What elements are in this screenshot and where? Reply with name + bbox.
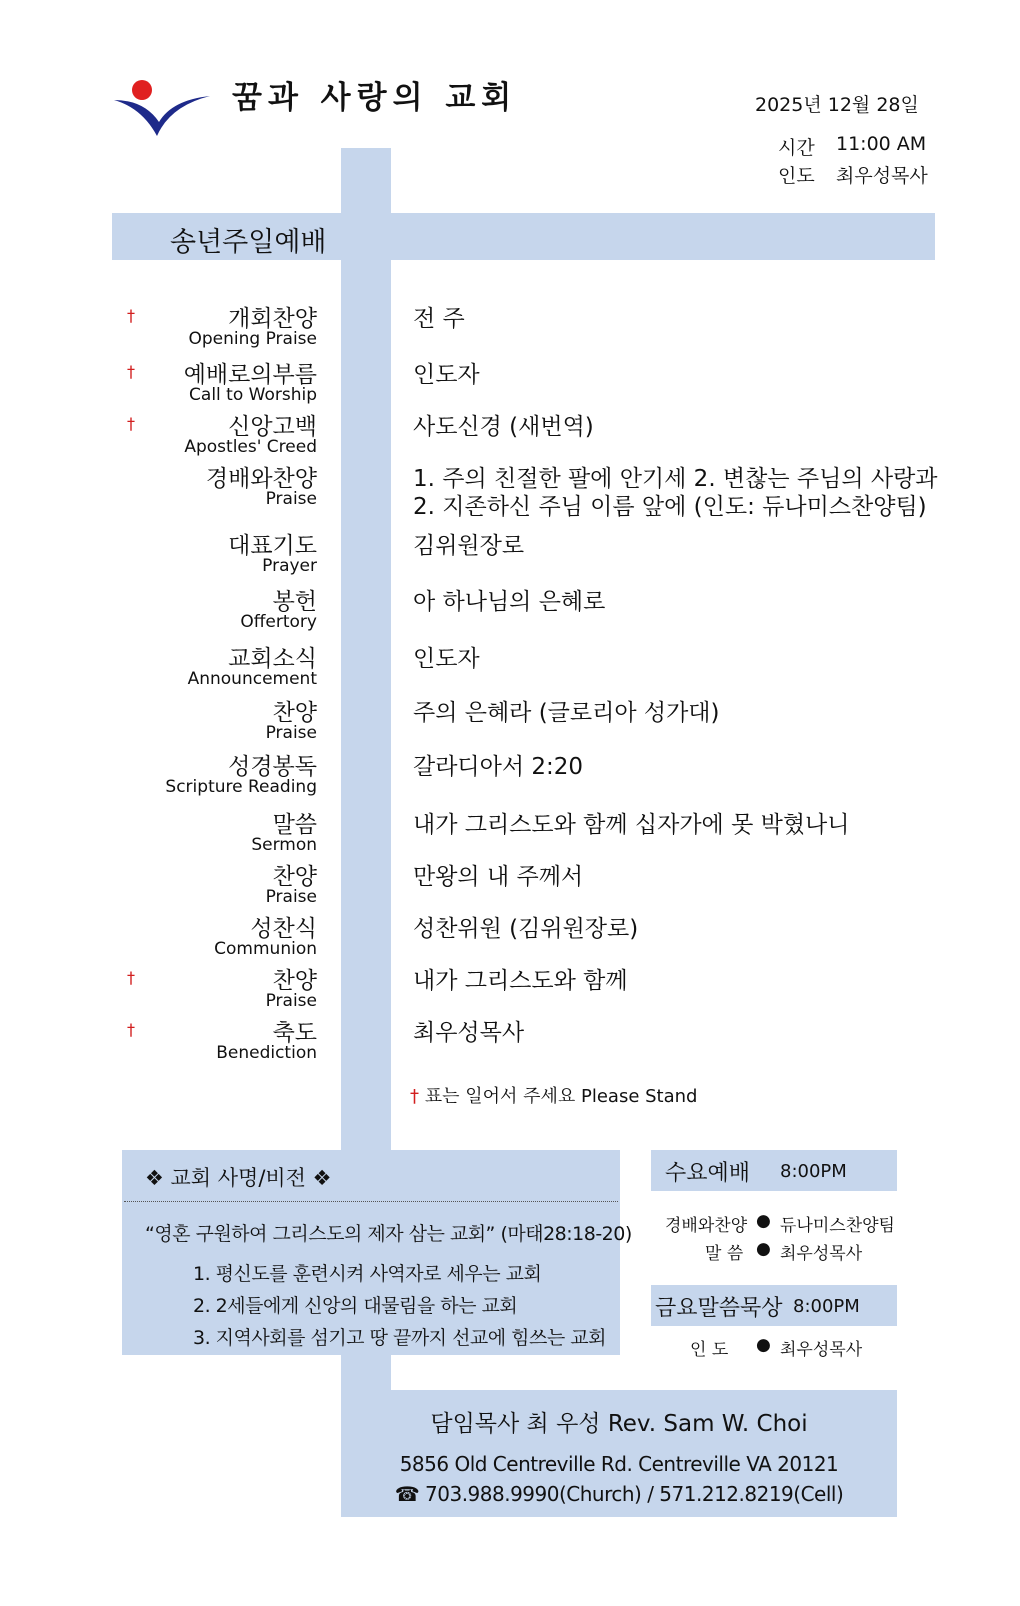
bullet-icon: ● xyxy=(756,1211,771,1231)
item-korean: 개회찬양 xyxy=(228,306,317,332)
item-korean: 봉헌 xyxy=(272,589,317,615)
item-value: 주의 은혜라 (글로리아 성가대) xyxy=(413,700,720,726)
stand-mark: † xyxy=(410,1086,419,1107)
item-korean: 찬양 xyxy=(272,968,317,994)
time-row xyxy=(778,133,927,160)
mission-divider xyxy=(124,1201,618,1202)
item-korean: 대표기도 xyxy=(228,533,317,559)
item-korean: 찬양 xyxy=(272,864,317,890)
wednesday-praise-label: 경배와찬양 xyxy=(665,1216,748,1236)
item-english: Announcement xyxy=(187,669,317,689)
item-value: 갈라디아서 2:20 xyxy=(413,754,584,780)
wednesday-title: 수요예배 xyxy=(665,1161,751,1186)
item-value: 성찬위원 (김위원장로) xyxy=(413,916,639,942)
item-korean: 예배로의부름 xyxy=(183,362,317,388)
item-english: Praise xyxy=(265,489,317,509)
item-english: Offertory xyxy=(240,612,317,632)
item-english: Call to Worship xyxy=(189,385,317,405)
item-value: 내가 그리스도와 함께 xyxy=(413,968,628,994)
mission-title: ❖ 교회 사명/비전 ❖ xyxy=(145,1166,332,1190)
friday-title: 금요말씀묵상 xyxy=(655,1296,783,1321)
item-value: 전 주 xyxy=(413,306,465,332)
item-english: Scripture Reading xyxy=(165,777,317,797)
phone-icon: ☎ xyxy=(394,1482,420,1506)
stand-mark: † xyxy=(127,1020,135,1039)
item-value: 아 하나님의 은혜로 xyxy=(413,589,606,615)
item-english: Communion xyxy=(214,939,317,959)
item-value: 인도자 xyxy=(413,646,480,672)
stand-mark: † xyxy=(127,968,135,987)
mission-item: 2. 2세들에게 신앙의 대물림을 하는 교회 xyxy=(193,1295,518,1317)
stand-note-text: 표는 일어서 주세요 Please Stand xyxy=(424,1086,698,1107)
time-label: 시간 xyxy=(778,137,815,159)
mission-item: 3. 지역사회를 섬기고 땅 끝까지 선교에 힘쓰는 교회 xyxy=(193,1327,606,1349)
leader-label: 인도 xyxy=(778,165,815,187)
item-english: Apostles' Creed xyxy=(184,437,317,457)
phone-numbers: 703.988.9990(Church) / 571.212.8219(Cell) xyxy=(425,1482,844,1506)
leader-value: 최우성목사 xyxy=(836,165,928,187)
church-logo xyxy=(112,78,212,138)
item-value: 만왕의 내 주께서 xyxy=(413,864,584,890)
item-korean: 찬양 xyxy=(272,700,317,726)
item-english: Praise xyxy=(265,887,317,907)
item-korean: 신앙고백 xyxy=(228,414,317,440)
item-value: 최우성목사 xyxy=(413,1020,525,1046)
item-english: Opening Praise xyxy=(188,329,317,349)
mission-quote: “영혼 구원하여 그리스도의 제자 삼는 교회” (마태28:18-20) xyxy=(145,1223,632,1245)
church-name: 꿈과 사랑의 교회 xyxy=(232,80,518,116)
item-value-line2: 2. 지존하신 주님 이름 앞에 (인도: 듀나미스찬양팀) xyxy=(413,494,927,520)
item-value: 김위원장로 xyxy=(413,533,525,559)
stand-mark: † xyxy=(127,414,135,433)
bullet-icon: ● xyxy=(756,1335,771,1355)
service-date: 2025년 12월 28일 xyxy=(755,94,919,116)
item-value: 내가 그리스도와 함께 십자가에 못 박혔나니 xyxy=(413,812,850,838)
item-value: 1. 주의 친절한 팔에 안기세 2. 변찮는 주님의 사랑과 xyxy=(413,466,938,492)
item-english: Sermon xyxy=(251,835,317,855)
wednesday-sermon-label: 말 씀 xyxy=(705,1244,744,1264)
item-value: 인도자 xyxy=(413,362,480,388)
stand-note xyxy=(410,1082,697,1108)
item-korean: 경배와찬양 xyxy=(205,466,317,492)
item-korean: 성찬식 xyxy=(250,916,317,942)
stand-mark: † xyxy=(127,306,135,325)
item-english: Benediction xyxy=(216,1043,317,1063)
mission-item: 1. 평신도를 훈련시켜 사역자로 세우는 교회 xyxy=(193,1263,542,1285)
item-korean: 성경봉독 xyxy=(228,754,317,780)
item-value: 사도신경 (새번역) xyxy=(413,414,594,440)
phone-row xyxy=(341,1482,897,1506)
item-english: Prayer xyxy=(262,556,317,576)
wednesday-time: 8:00PM xyxy=(780,1161,847,1182)
friday-leader-value: 최우성목사 xyxy=(780,1340,863,1360)
wednesday-sermon-value: 최우성목사 xyxy=(780,1244,863,1264)
wednesday-praise-value: 듀나미스찬양팀 xyxy=(780,1216,895,1236)
item-korean: 축도 xyxy=(272,1020,317,1046)
item-korean: 교회소식 xyxy=(228,646,317,672)
item-korean: 말씀 xyxy=(272,812,317,838)
time-value: 11:00 AM xyxy=(836,133,927,155)
friday-time: 8:00PM xyxy=(793,1296,860,1317)
item-english: Praise xyxy=(265,723,317,743)
leader-row xyxy=(778,161,928,188)
pastor-name: 담임목사 최 우성 Rev. Sam W. Choi xyxy=(430,1411,808,1437)
bullet-icon: ● xyxy=(756,1239,771,1259)
item-english: Praise xyxy=(265,991,317,1011)
service-title: 송년주일예배 xyxy=(170,227,327,258)
stand-mark: † xyxy=(127,362,135,381)
friday-leader-label: 인 도 xyxy=(690,1340,729,1360)
church-address: 5856 Old Centreville Rd. Centreville VA 20121 xyxy=(399,1452,839,1476)
